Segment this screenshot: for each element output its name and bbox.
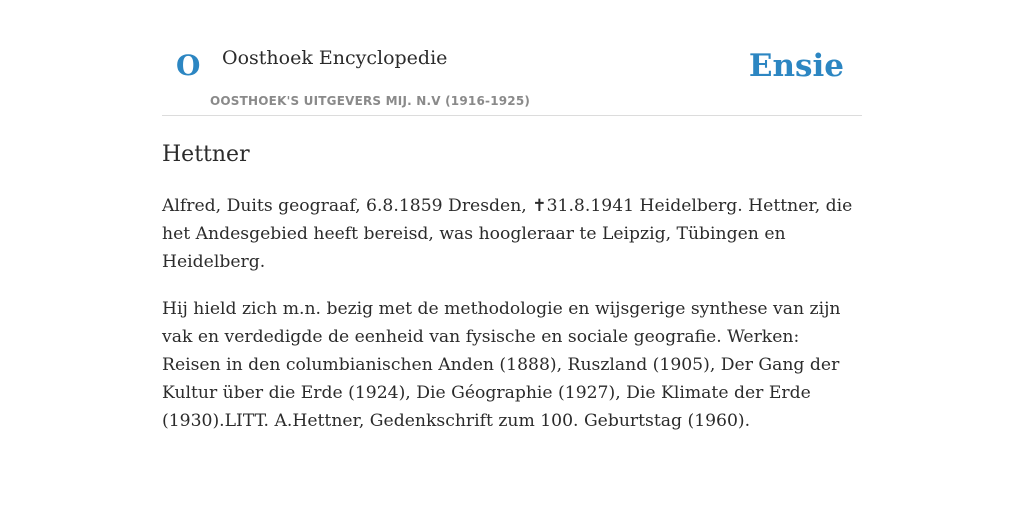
article-title: Hettner [162, 142, 250, 167]
article-paragraph: Hij hield zich m.n. bezig met de methodologie en wijsgerige synthese van zijn vak en verdedigde de eenheid van fysische en sociale geografie. Werken: Reisen in den columbianischen Anden (1888), Ruszland (1905), Der Gang der Kultur über die Erde (1924), Die Géographie (1927), Die Klimate der Erde (1930).LITT. A.Hettner, Gedenkschrift zum 100. Geburtstag (1960). [162, 299, 841, 431]
site-title[interactable]: Oosthoek Encyclopedie [222, 47, 448, 69]
article-paragraph: Alfred, Duits geograaf, 6.8.1859 Dresden, ✝31.8.1941 Heidelberg. Hettner, die het Andesgebied heeft bereisd, was hoogleraar te Leipzig, Tübingen en Heidelberg. [162, 196, 853, 272]
page [162, 0, 862, 431]
publisher-subtitle: OOSTHOEK'S UITGEVERS MIJ. N.V (1916-1925) [210, 94, 531, 108]
ensie-brand-logo[interactable]: Ensie [748, 48, 844, 84]
site-logo[interactable]: O [176, 49, 201, 82]
site-header [162, 0, 862, 116]
article-body [162, 192, 862, 454]
